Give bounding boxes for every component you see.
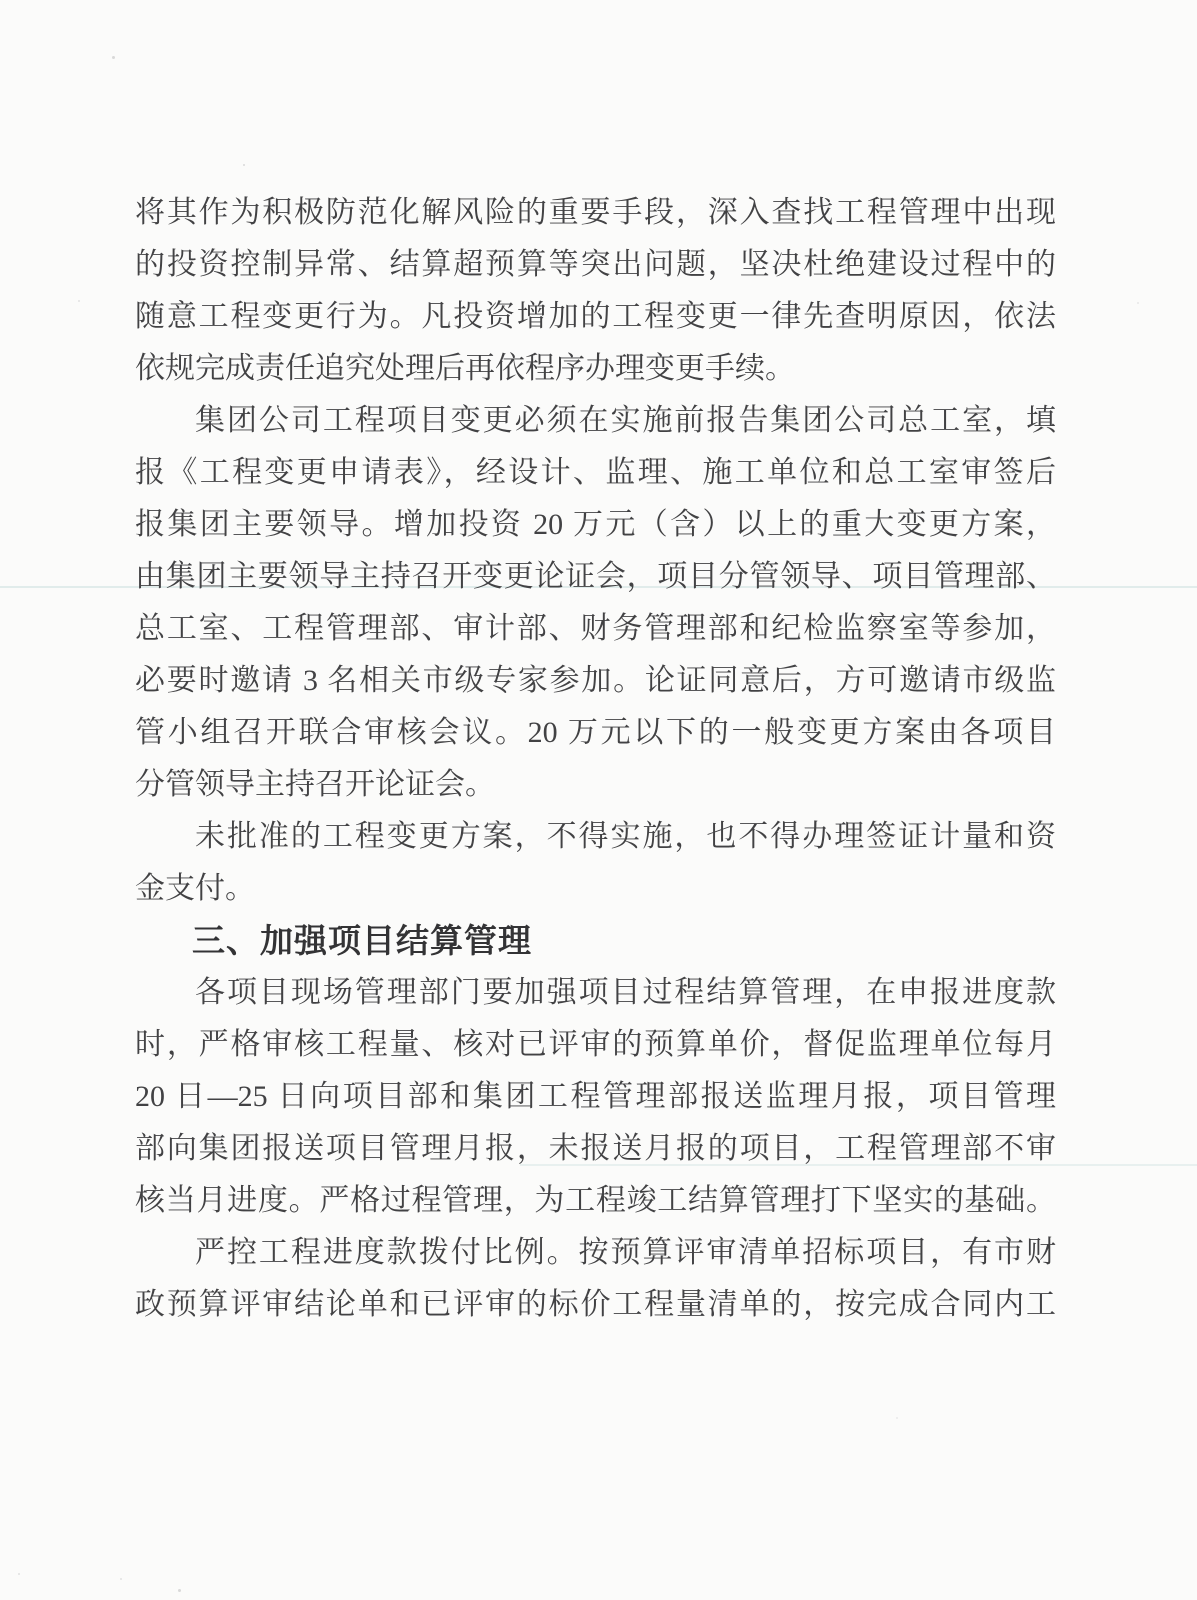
scan-speckle [896, 1417, 898, 1419]
text-line: 金支付。 [135, 872, 255, 905]
text-line: 部向集团报送项目管理月报，未报送月报的项目，工程管理部不审 [135, 1132, 1056, 1165]
text-line: 时，严格审核工程量、核对已评审的预算单价，督促监理单位每月 [135, 1028, 1056, 1061]
text-line: 的投资控制异常、结算超预算等突出问题，坚决杜绝建设过程中的 [135, 248, 1056, 281]
section-heading: 三、加强项目结算管理 [192, 922, 532, 959]
document-text [135, 187, 1056, 1331]
text-line: 依规完成责任追究处理后再依程序办理变更手续。 [135, 352, 795, 385]
scan-speckle [1137, 302, 1139, 304]
text-line: 集团公司工程项目变更必须在实施前报告集团公司总工室，填 [195, 404, 1056, 437]
text-line: 必要时邀请 3 名相关市级专家参加。论证同意后，方可邀请市级监 [135, 664, 1056, 697]
text-line: 报集团主要领导。增加投资 20 万元（含）以上的重大变更方案， [135, 508, 1056, 541]
text-line: 各项目现场管理部门要加强项目过程结算管理，在申报进度款 [195, 976, 1056, 1009]
text-line: 核当月进度。严格过程管理，为工程竣工结算管理打下坚实的基础。 [135, 1184, 1056, 1217]
text-line: 严控工程进度款拨付比例。按预算评审清单招标项目，有市财 [195, 1236, 1056, 1269]
text-line: 报《工程变更申请表》，经设计、监理、施工单位和总工室审签后 [135, 456, 1056, 489]
text-line: 分管领导主持召开论证会。 [135, 768, 495, 801]
scan-speckle [18, 1573, 20, 1575]
text-line: 由集团主要领导主持召开变更论证会，项目分管领导、项目管理部、 [135, 560, 1056, 593]
text-line: 政预算评审结论单和已评审的标价工程量清单的，按完成合同内工 [135, 1288, 1056, 1321]
scan-speckle [243, 164, 245, 166]
text-line: 将其作为积极防范化解风险的重要手段，深入查找工程管理中出现 [135, 196, 1056, 229]
text-line: 随意工程变更行为。凡投资增加的工程变更一律先查明原因，依法 [135, 300, 1056, 333]
scan-speckle [78, 300, 80, 302]
text-line: 管小组召开联合审核会议。20 万元以下的一般变更方案由各项目 [135, 716, 1056, 749]
scan-speckle [120, 1578, 122, 1580]
scan-speckle [178, 1589, 181, 1592]
scan-speckle [112, 56, 115, 59]
text-line: 总工室、工程管理部、审计部、财务管理部和纪检监察室等参加， [135, 612, 1056, 645]
text-line: 20 日—25 日向项目部和集团工程管理部报送监理月报，项目管理 [135, 1080, 1056, 1113]
text-line: 未批准的工程变更方案，不得实施，也不得办理签证计量和资 [195, 820, 1056, 853]
